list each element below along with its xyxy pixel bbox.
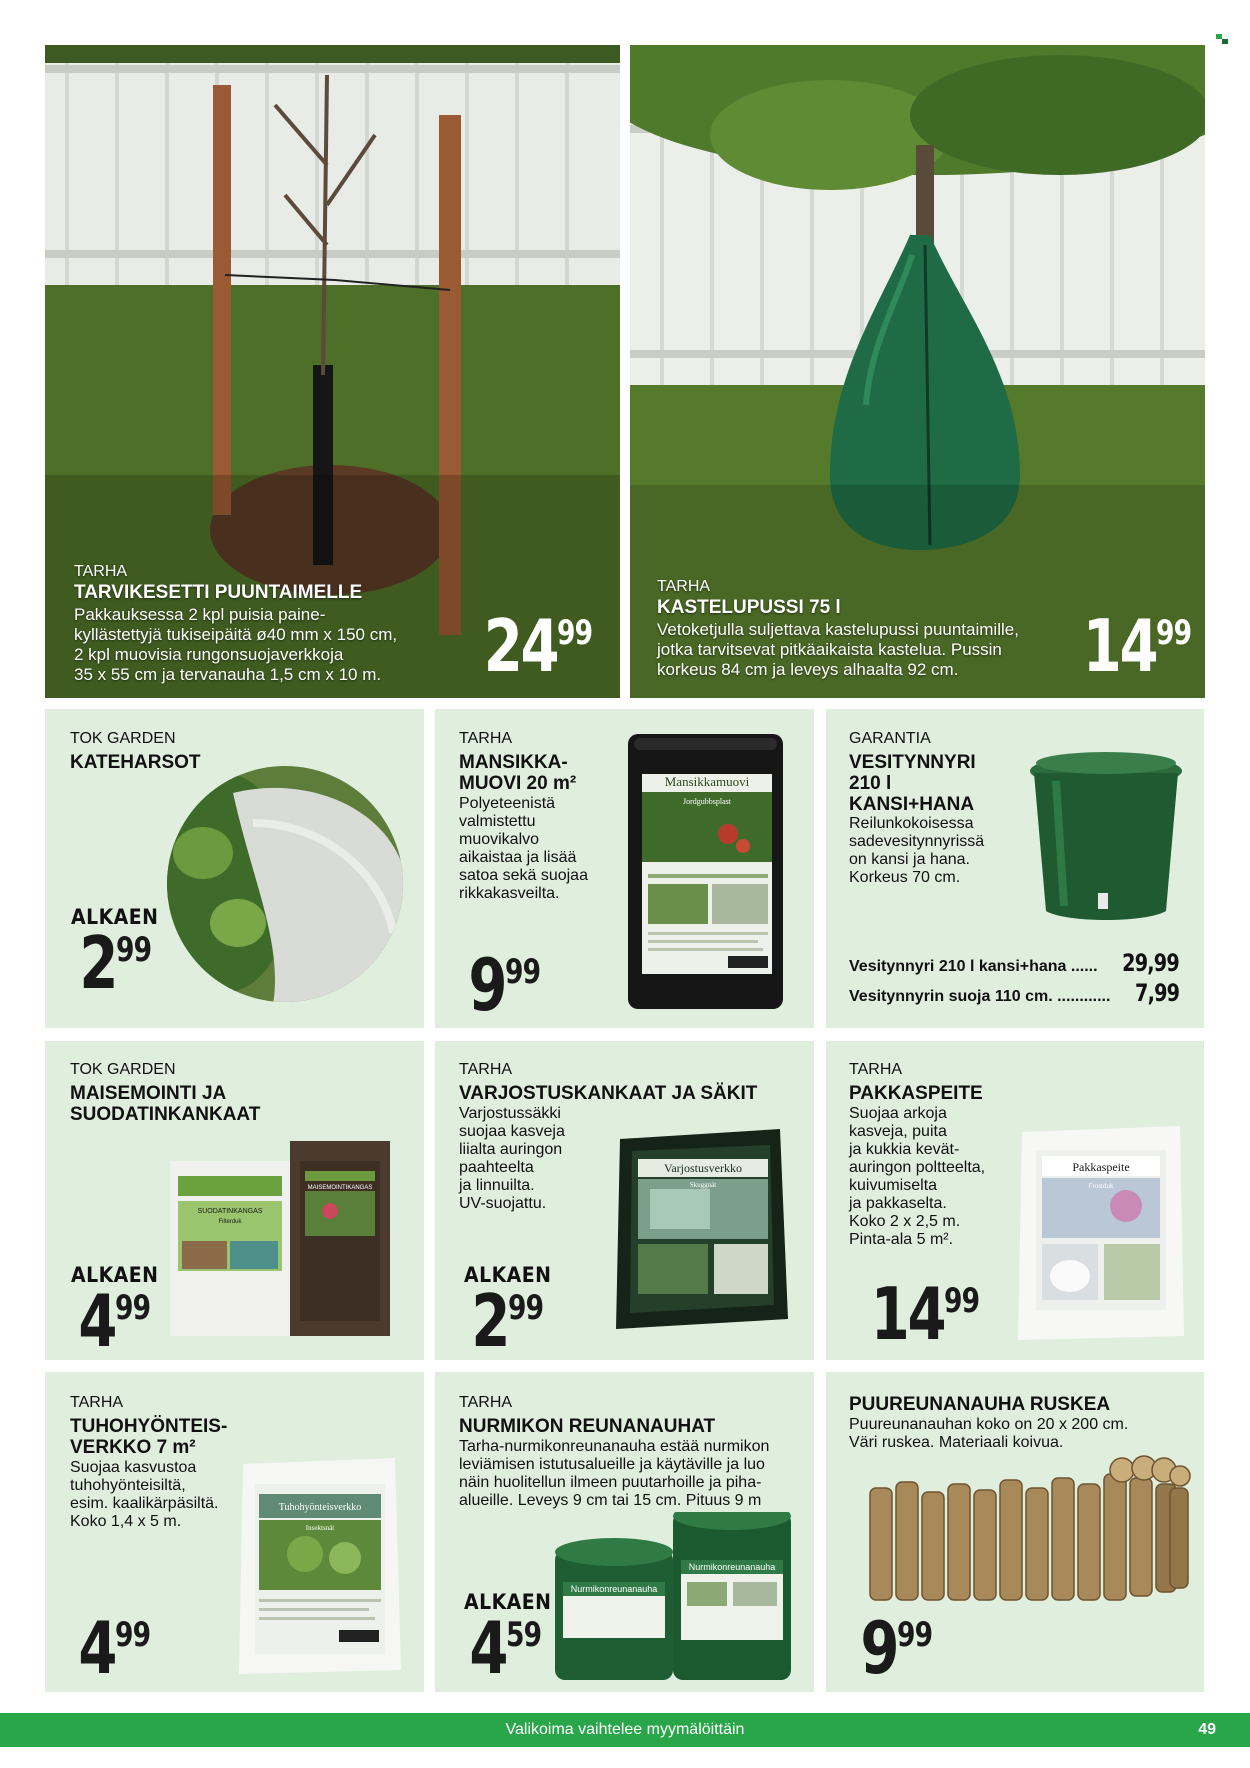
price-decimals: 99 [508,1288,544,1328]
product-title: TUHOHYÖNTEIS- VERKKO 7 m² [70,1416,228,1458]
price-decimals: 99 [116,930,152,970]
hero-watering-bag[interactable] [630,45,1205,698]
product-description: Suojaa kasvustoa tuhohyönteisiltä, esim. kaalikärpäsiltä. Koko 1,4 x 5 m. [70,1459,219,1530]
product-title: VESITYNNYRI 210 l KANSI+HANA [849,752,976,815]
price-decimals: 99 [897,1615,933,1655]
price [459,1606,551,1690]
price-decimals: 99 [505,952,541,992]
shade-net-photo [610,1129,790,1329]
brand-label: TARHA [459,1394,513,1411]
product-description: Puureunanauhan koko on 20 x 200 cm. Väri ruskea. Materiaali koivua. [849,1416,1129,1451]
price-decimals: 59 [506,1615,542,1655]
price-decimals: 99 [944,1281,980,1321]
wooden-edging-photo [866,1454,1191,1604]
price-prefix: ALKAEN [71,1263,159,1287]
package-label: Tuhohyönteisverkko [278,1502,362,1513]
price-list-row: Vesitynnyri 210 l kansi+hana ...... 29,99 [849,949,1179,977]
brand-label: TARHA [459,730,513,747]
plastic-roll-photo [628,734,783,1009]
package-label-b: Nurmikonreunanauha [688,1562,776,1572]
fleece-photo [163,763,408,1005]
price [1062,604,1202,688]
price-integer: 9 [860,1606,898,1690]
product-description: Tarha-nurmikonreunanauha estää nurmikon leviämisen istutusalueille ja käytäville ja luo näin huolitellun ilmeen puutarhoille ja piha- alueille. Leveys 9 cm tai 15 cm. Pituus 9 m [459,1438,770,1509]
brand-logo-icon [1216,34,1228,44]
brand-label: TOK GARDEN [70,730,176,747]
product-tile-pakkaspeite[interactable] [826,1041,1204,1360]
package-label-a: Nurmikonreunanauha [570,1584,658,1594]
product-description: Vetoketjulla suljettava kastelupussi puuntaimille, jotka tarvitsevat pitkäaikaista kastelua. Pussin korkeus 84 cm ja leveys alhaalta 92 cm. [657,620,1019,679]
lawn-edging-photo [555,1512,795,1682]
brand-label: TARHA [70,1394,124,1411]
price [68,1279,160,1360]
package-sublabel: Frostduk [1088,1182,1114,1190]
price-decimals: 99 [115,1288,151,1328]
product-description: Suojaa arkoja kasveja, puita ja kukkia kevät- auringon poltteelta, kuivumiselta ja pakkaselta. Koko 2 x 2,5 m. Pinta-ala 5 m². [849,1105,986,1248]
hero-tree-support-kit[interactable] [45,45,620,698]
brand-label: TOK GARDEN [70,1061,176,1078]
product-title: MANSIKKA- MUOVI 20 m² [459,752,577,794]
price-decimals: 99 [1156,613,1192,653]
product-title: TARVIKESETTI PUUNTAIMELLE [74,582,363,603]
price [850,1606,942,1690]
price-prefix: ALKAEN [464,1590,552,1614]
package-label: Pakkaspeite [1072,1160,1130,1174]
price-prefix: ALKAEN [464,1263,552,1287]
product-title: NURMIKON REUNANAUHAT [459,1416,716,1437]
brand-label: TARHA [459,1061,513,1078]
product-title: MAISEMOINTI JA SUODATINKANKAAT [70,1083,261,1125]
price-integer: 4 [469,1606,507,1690]
price-integer: 24 [483,604,558,688]
product-tile-nurmikon-reunanauhat[interactable] [435,1372,814,1692]
price-integer: 14 [870,1272,945,1356]
brand-label: TARHA [657,578,711,595]
price-integer: 14 [1082,604,1157,688]
page-number: 49 [1198,1721,1216,1738]
price [850,1272,990,1356]
package-sublabel: Insektsnät [305,1524,335,1532]
price-decimals: 99 [115,1615,151,1655]
package-sublabel: Skuggnät [689,1181,717,1189]
product-description: Reilunkokoisessa sadevesitynnyrissä on kansi ja hana. Korkeus 70 cm. [849,815,985,886]
brand-label: TARHA [74,563,128,580]
product-tile-varjostus[interactable] [435,1041,814,1360]
product-tile-maisemointi[interactable] [45,1041,424,1360]
price-integer: 9 [468,943,506,1027]
product-title: KASTELUPUSSI 75 l [657,597,841,618]
price-integer: 4 [78,1606,116,1690]
product-tile-mansikkamuovi[interactable] [435,709,814,1028]
product-title: VARJOSTUSKANKAAT JA SÄKIT [459,1083,758,1104]
product-tile-vesitynnyri[interactable] [826,709,1204,1028]
price-prefix: ALKAEN [71,905,159,929]
price-decimals: 99 [557,613,593,653]
brand-label: GARANTIA [849,730,931,747]
price [461,1279,553,1360]
product-tile-puureunanauha[interactable] [826,1372,1204,1692]
price [69,921,161,1005]
rain-barrel-photo [1026,751,1186,926]
brand-label: TARHA [849,1061,903,1078]
price-list-row: Vesitynnyrin suoja 110 cm. ............ 7,99 [849,979,1179,1007]
product-tile-tuhohyonteisverkko[interactable] [45,1372,424,1692]
product-title: PUUREUNANAUHA RUSKEA [849,1394,1111,1415]
footer-bar [0,1713,1250,1747]
package-b-label: MAISEMOINTIKANGAS [307,1185,373,1191]
product-description: Varjostussäkki suojaa kasveja liialta auringon paahteelta ja linnuilta. UV-suojattu. [459,1105,565,1212]
frost-cover-photo [1016,1126,1186,1341]
price-integer: 4 [78,1279,116,1360]
insect-net-photo [235,1454,405,1676]
product-title: KATEHARSOT [70,752,201,773]
package-label: Varjostusverkko [664,1161,742,1175]
product-tile-kateharsot[interactable] [45,709,424,1028]
package-label: Mansikkamuovi [664,774,750,789]
product-description: Polyeteenistä valmistettu muovikalvo aikaistaa ja lisää satoa sekä suojaa rikkakasveilta. [459,795,588,902]
price [68,1606,160,1690]
price-integer: 2 [471,1279,509,1360]
price [458,943,550,1027]
price-list [849,949,1179,1009]
footer-text: Valikoima vaihtelee myymälöittäin [505,1721,745,1738]
product-title: PAKKASPEITE [849,1083,983,1104]
product-description: Pakkauksessa 2 kpl puisia paine- kyllästettyjä tukiseipäitä ø40 mm x 150 cm, 2 kpl muovisia rungonsuojaverkkoja 35 x 55 cm ja tervanauha 1,5 cm x 10 m. [74,605,398,684]
package-a-sublabel: Filterduk [218,1219,242,1225]
price-integer: 2 [79,921,117,1005]
price [463,604,603,688]
package-a-label: SUODATINKANGAS [197,1208,263,1215]
package-sublabel: Jordgubbsplast [683,797,731,806]
landscape-fabric-photo [170,1141,410,1341]
